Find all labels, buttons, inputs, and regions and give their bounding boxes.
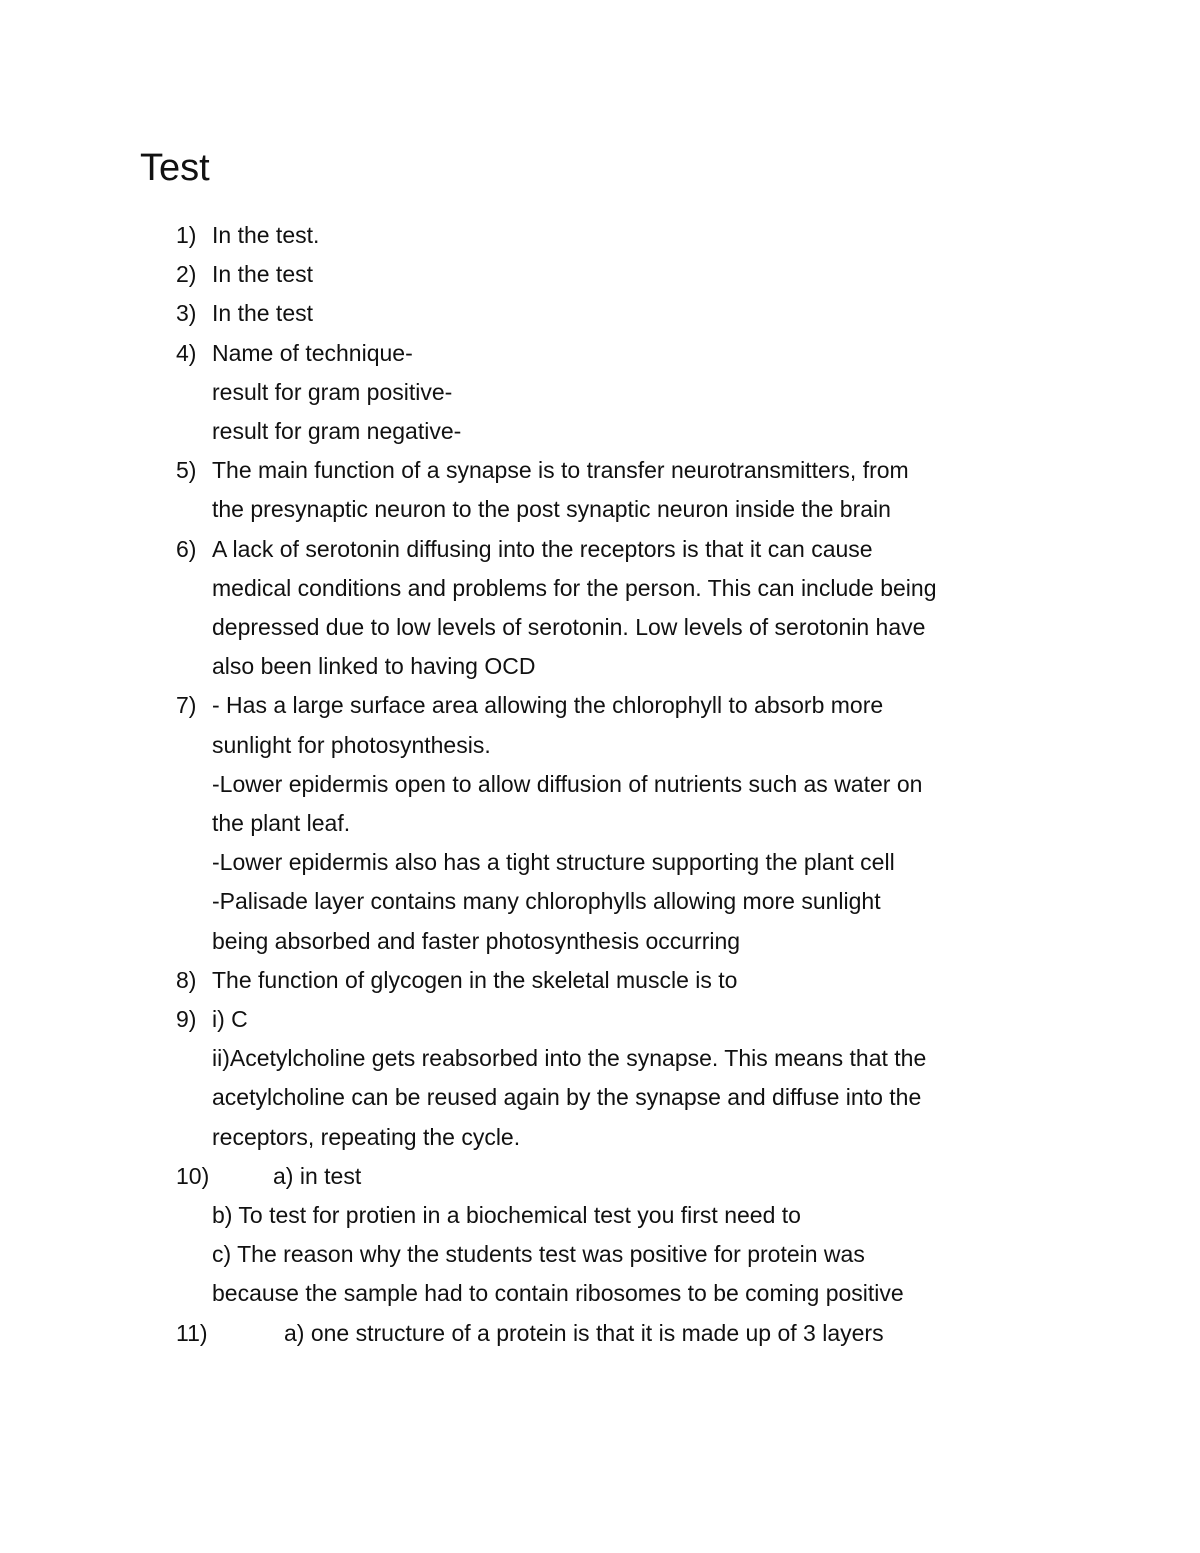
item-line: acetylcholine can be reused again by the synapse and diffuse into the xyxy=(212,1084,922,1111)
item-number: 10) xyxy=(176,1162,210,1189)
item-body xyxy=(212,1157,1092,1314)
item-line: The main function of a synapse is to transfer neurotransmitters, from xyxy=(212,457,909,484)
item-line: result for gram positive- xyxy=(212,378,453,405)
item-line: sunlight for photosynthesis. xyxy=(212,731,491,758)
item-number: 2) xyxy=(176,261,197,288)
list-item xyxy=(0,451,1200,529)
item-line: the plant leaf. xyxy=(212,810,351,837)
item-body xyxy=(212,1000,1092,1157)
item-line: Name of technique- xyxy=(212,339,413,366)
item-line: depressed due to low levels of serotonin. Low levels of serotonin have xyxy=(212,614,926,641)
list-item xyxy=(0,255,1200,294)
item-line: result for gram negative- xyxy=(212,418,462,445)
list-item xyxy=(0,686,1200,960)
item-line: i) C xyxy=(212,1006,248,1033)
item-line: being absorbed and faster photosynthesis occurring xyxy=(212,927,741,954)
list-item xyxy=(0,334,1200,452)
item-line: ii)Acetylcholine gets reabsorbed into the synapse. This means that the xyxy=(212,1045,927,1072)
list-item xyxy=(0,294,1200,333)
item-number: 6) xyxy=(176,535,197,562)
item-body xyxy=(212,686,1092,960)
item-body xyxy=(212,255,1092,294)
list-item xyxy=(0,1157,1200,1314)
item-body xyxy=(212,961,1092,1000)
item-number: 9) xyxy=(176,1006,197,1033)
item-number: 7) xyxy=(176,692,197,719)
item-line: a) one structure of a protein is that it is made up of 3 layers xyxy=(284,1319,884,1346)
item-body xyxy=(212,294,1092,333)
item-line: b) To test for protien in a biochemical test you first need to xyxy=(212,1202,801,1229)
list-item xyxy=(0,216,1200,255)
item-number: 3) xyxy=(176,300,197,327)
list-item xyxy=(0,530,1200,687)
item-line: a) in test xyxy=(273,1162,362,1189)
item-line: because the sample had to contain ribosomes to be coming positive xyxy=(212,1280,904,1307)
item-line: The function of glycogen in the skeletal muscle is to xyxy=(212,966,738,993)
item-line: A lack of serotonin diffusing into the receptors is that it can cause xyxy=(212,535,873,562)
item-line: medical conditions and problems for the person. This can include being xyxy=(212,574,937,601)
item-line: In the test xyxy=(212,261,314,288)
item-line: receptors, repeating the cycle. xyxy=(212,1123,521,1150)
item-number: 1) xyxy=(176,222,197,248)
item-line: In the test xyxy=(212,300,314,327)
item-line: -Lower epidermis also has a tight structure supporting the plant cell xyxy=(212,849,895,876)
item-line: c) The reason why the students test was positive for protein was xyxy=(212,1241,865,1268)
item-line: -Lower epidermis open to allow diffusion of nutrients such as water on xyxy=(212,770,923,797)
item-number: 11) xyxy=(176,1319,208,1346)
item-body xyxy=(212,530,1092,687)
item-body xyxy=(212,1314,1092,1353)
item-body xyxy=(212,451,1092,529)
list-item xyxy=(0,1314,1200,1353)
list-item xyxy=(0,961,1200,1000)
item-number: 5) xyxy=(176,457,197,484)
item-line: - Has a large surface area allowing the chlorophyll to absorb more xyxy=(212,692,884,719)
item-number: 4) xyxy=(176,339,197,366)
document-title: Test xyxy=(140,147,210,189)
item-line: In the test. xyxy=(212,222,320,248)
item-line: also been linked to having OCD xyxy=(212,653,536,680)
answer-list xyxy=(0,216,1200,1353)
item-number: 8) xyxy=(176,966,197,993)
item-body xyxy=(212,216,1092,255)
item-line: -Palisade layer contains many chlorophylls allowing more sunlight xyxy=(212,888,881,915)
list-item xyxy=(0,1000,1200,1157)
item-body xyxy=(212,334,1092,452)
item-line: the presynaptic neuron to the post synaptic neuron inside the brain xyxy=(212,496,891,523)
